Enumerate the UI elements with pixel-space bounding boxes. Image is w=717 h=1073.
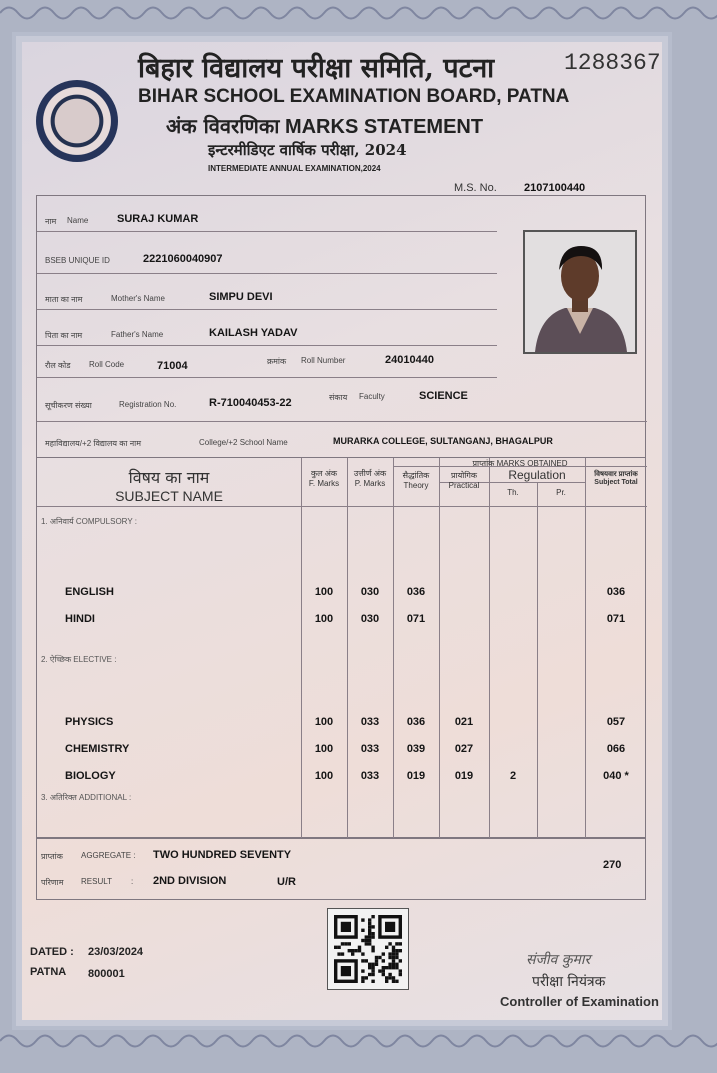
result-suffix: U/R — [277, 876, 296, 888]
result-label-en: RESULT — [81, 877, 112, 886]
roll-code-label-hi: रौल कोड — [45, 361, 71, 370]
theory-header — [393, 470, 439, 490]
father-name: KAILASH YADAV — [209, 327, 298, 339]
aggregate-total: 270 — [603, 859, 622, 871]
result-label-hi: परिणाम — [41, 878, 64, 887]
student-photo-figure — [525, 232, 635, 352]
subject-total-cell: 036 — [606, 586, 626, 598]
faculty-value: SCIENCE — [419, 390, 468, 402]
subject-fm-cell: 100 — [314, 716, 334, 728]
father-label-en: Father's Name — [111, 330, 164, 339]
exam-title-english: INTERMEDIATE ANNUAL EXAMINATION,2024 — [208, 164, 381, 173]
obtained-header-hi: प्राप्तांक — [472, 459, 495, 468]
faculty-label-hi: संकाय — [329, 393, 348, 402]
subject-pm-cell: 030 — [360, 613, 380, 625]
info-row-registration — [37, 378, 647, 422]
col-div-5 — [489, 458, 490, 838]
subject-th-cell: 071 — [406, 613, 426, 625]
aggregate-words: TWO HUNDRED SEVENTY — [153, 849, 292, 861]
result-value: 2ND DIVISION — [153, 875, 227, 887]
col-div-6 — [537, 482, 538, 838]
subject-total-cell: 040 * — [603, 770, 629, 782]
subject-name: PHYSICS — [65, 716, 114, 728]
college-label-en: College/+2 School Name — [199, 438, 288, 447]
result-colon: : — [131, 877, 134, 886]
subject-total-header — [585, 470, 647, 486]
theory-header-hi: सैद्धांतिक — [402, 471, 430, 480]
subject-pm-cell: 033 — [360, 716, 380, 728]
board-seal-logo — [36, 80, 118, 162]
exam-title-hindi: इन्टरमीडिएट वार्षिक परीक्षा, 2024 — [208, 141, 407, 159]
col-div-4 — [439, 458, 440, 838]
mother-label-en: Mother's Name — [111, 294, 165, 303]
student-info-block — [36, 195, 646, 458]
info-row-name — [37, 196, 497, 232]
issue-city: PATNA — [30, 966, 67, 978]
mother-label-hi: माता का नाम — [45, 295, 83, 304]
reg-th-header: Th. — [507, 488, 519, 497]
col-div-3 — [393, 458, 394, 838]
subject-th-cell: 039 — [406, 743, 426, 755]
registration-number: R-710040453-22 — [209, 397, 292, 409]
roll-number-label-en: Roll Number — [301, 356, 346, 365]
subject-name: ENGLISH — [65, 586, 114, 598]
college-name: MURARKA COLLEGE, SULTANGANJ, BHAGALPUR — [333, 436, 553, 446]
uid-value: 2221060040907 — [143, 253, 223, 265]
practical-header-hi: प्रायोगिक — [450, 471, 478, 480]
name-label-hi: नाम — [45, 217, 57, 226]
qr-code — [327, 908, 409, 990]
table-header-divider — [37, 506, 647, 507]
subject-pr-cell: 021 — [454, 716, 474, 728]
aggregate-block — [36, 838, 646, 900]
pmarks-header — [347, 468, 393, 488]
subject-name: HINDI — [65, 613, 95, 625]
subject-pm-cell: 033 — [360, 770, 380, 782]
info-row-uid — [37, 232, 497, 274]
ms-no-label: M.S. No. — [454, 182, 497, 194]
student-name: SURAJ KUMAR — [117, 213, 199, 225]
info-row-mother — [37, 274, 497, 310]
border-wave-bottom — [0, 1030, 717, 1052]
subject-fm-cell: 100 — [314, 613, 334, 625]
board-title-hindi: बिहार विद्यालय परीक्षा समिति, पटना — [138, 53, 495, 84]
father-label-hi: पिता का नाम — [45, 331, 83, 340]
reg-label-hi: सूचीकरण संख्या — [45, 401, 92, 410]
uid-label: BSEB UNIQUE ID — [45, 256, 110, 265]
subject-total-header-en: Subject Total — [594, 479, 638, 486]
regulation-header: Regulation — [508, 468, 566, 482]
info-row-roll — [37, 346, 497, 378]
pmarks-header-en: P. Marks — [354, 479, 386, 488]
subject-name: CHEMISTRY — [65, 743, 130, 755]
subject-header — [37, 466, 301, 504]
practical-header — [439, 470, 489, 490]
controller-title-hi: परीक्षा नियंत्रक — [532, 974, 606, 990]
roll-code-value: 71004 — [157, 360, 188, 372]
subject-pm-cell: 033 — [360, 743, 380, 755]
marks-table — [36, 458, 646, 838]
subject-fm-cell: 100 — [314, 770, 334, 782]
reg-label-en: Registration No. — [119, 400, 177, 409]
theory-header-en: Theory — [403, 481, 429, 490]
obtained-header-en: MARKS OBTAINED — [496, 459, 568, 468]
issue-date: 23/03/2024 — [88, 946, 144, 958]
subject-pr-cell: 019 — [454, 770, 474, 782]
subject-total-cell: 071 — [606, 613, 626, 625]
col-div-7 — [585, 458, 586, 838]
reg-pr-header: Pr. — [556, 488, 566, 497]
section-additional: 3. अतिरिक्त ADDITIONAL : — [41, 793, 132, 802]
pmarks-header-hi: उत्तीर्ण अंक — [353, 469, 387, 478]
subject-th-cell: 036 — [406, 716, 426, 728]
col-div-2 — [347, 458, 348, 838]
subject-th-cell: 019 — [406, 770, 426, 782]
roll-code-label-en: Roll Code — [89, 360, 125, 369]
marks-statement-sheet — [22, 42, 662, 1020]
section-compulsory: 1. अनिवार्य COMPULSORY : — [41, 517, 137, 526]
subject-th-cell: 036 — [406, 586, 426, 598]
subject-pr-cell: 027 — [454, 743, 474, 755]
subject-total-header-hi: विषयवार प्राप्तांक — [594, 471, 638, 478]
fmarks-header-en: F. Marks — [308, 479, 340, 488]
statement-title-english: MARKS STATEMENT — [284, 116, 484, 138]
statement-title — [166, 112, 483, 139]
border-wave-top — [0, 2, 717, 24]
subject-name: BIOLOGY — [65, 770, 116, 782]
col-div-1 — [301, 458, 302, 838]
dated-label: DATED : — [30, 946, 74, 958]
controller-title-en: Controller of Examination — [500, 994, 659, 1009]
subject-header-en: SUBJECT NAME — [115, 488, 223, 504]
student-photo — [523, 230, 637, 354]
subject-total-cell: 066 — [606, 743, 626, 755]
name-label-en: Name — [67, 216, 89, 225]
fmarks-header-hi: कुल अंक — [310, 469, 338, 478]
roll-number-label-hi: क्रमांक — [267, 357, 287, 366]
college-label-hi: महाविद्यालय/+2 विद्यालय का नाम — [45, 439, 142, 448]
practical-header-en: Practical — [448, 481, 480, 490]
mother-name: SIMPU DEVI — [209, 291, 273, 303]
issue-pin: 800001 — [88, 968, 125, 980]
ms-no-value: 2107100440 — [524, 182, 586, 194]
fmarks-header — [301, 468, 347, 488]
subject-total-cell: 057 — [606, 716, 626, 728]
controller-signature: संजीव कुमार — [526, 952, 591, 968]
board-title-english: BIHAR SCHOOL EXAMINATION BOARD, PATNA — [138, 86, 570, 107]
info-row-college — [37, 422, 647, 459]
aggregate-label-en: AGGREGATE : — [81, 851, 136, 860]
section-elective: 2. ऐच्छिक ELECTIVE : — [41, 655, 117, 664]
faculty-label-en: Faculty — [359, 392, 385, 401]
aggregate-label-hi: प्राप्तांक — [41, 852, 63, 861]
qr-code-pattern — [328, 909, 408, 989]
info-row-father — [37, 310, 497, 346]
subject-fm-cell: 100 — [314, 743, 334, 755]
statement-title-hindi: अंक विवरणिका — [166, 114, 280, 138]
subject-header-hi: विषय का नाम — [128, 468, 210, 487]
roll-number-value: 24010440 — [385, 354, 434, 366]
subject-fm-cell: 100 — [314, 586, 334, 598]
subject-pm-cell: 030 — [360, 586, 380, 598]
serial-number: 1288367 — [564, 50, 661, 76]
subject-rth-cell: 2 — [509, 770, 517, 782]
